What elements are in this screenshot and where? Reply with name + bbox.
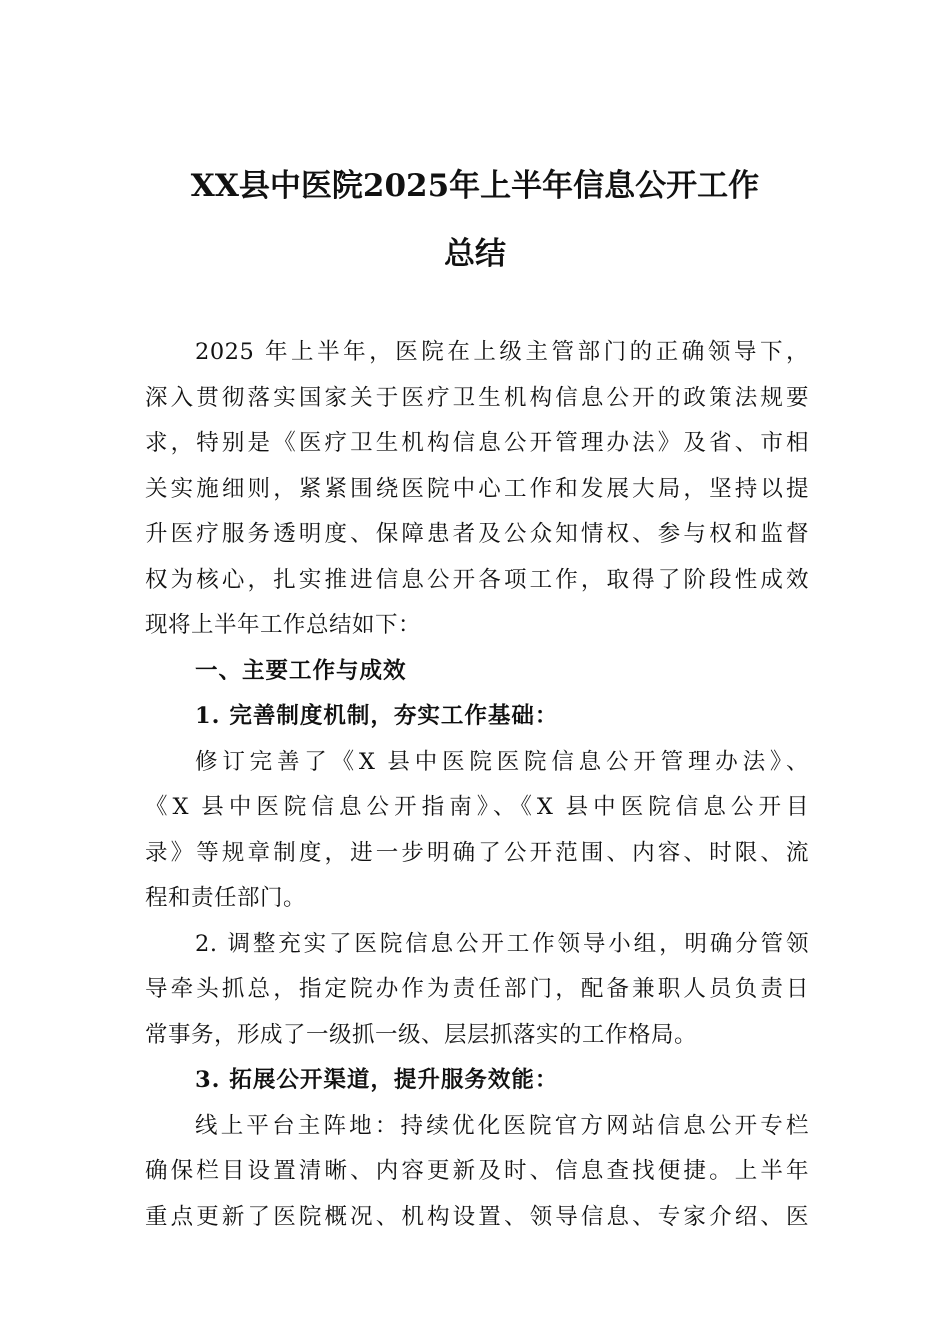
item-1-line: 修订完善了《X 县中医院医院信息公开管理办法》、 xyxy=(195,748,809,775)
document-title-line-1: XX县中医院2025年上半年信息公开工作 xyxy=(190,168,760,204)
item-3-line: 确保栏目设置清晰、内容更新及时、信息查找便捷。上半年 xyxy=(145,1158,809,1184)
intro-line: 关实施细则，紧紧围绕医院中心工作和发展大局，坚持以提 xyxy=(145,475,809,502)
item-1-line: 录》等规章制度，进一步明确了公开范围、内容、时限、流 xyxy=(145,839,809,866)
intro-line: 升医疗服务透明度、保障患者及公众知情权、参与权和监督 xyxy=(145,521,809,547)
intro-line: 求，特别是《医疗卫生机构信息公开管理办法》及省、市相 xyxy=(145,430,809,456)
item-2-line: 2. 调整充实了医院信息公开工作领导小组，明确分管领 xyxy=(195,930,809,957)
item-1-heading: 1. 完善制度机制，夯实工作基础： xyxy=(195,703,559,729)
document-title-line-2: 总结 xyxy=(444,236,506,272)
intro-line: 权为核心，扎实推进信息公开各项工作，取得了阶段性成效 xyxy=(145,566,809,593)
intro-line: 深入贯彻落实国家关于医疗卫生机构信息公开的政策法规要 xyxy=(145,384,809,411)
item-1-line: 程和责任部门。 xyxy=(145,885,307,911)
item-1-line: 《X 县中医院信息公开指南》、《X 县中医院信息公开目 xyxy=(145,794,809,820)
item-3-line: 线上平台主阵地：持续优化医院官方网站信息公开专栏 xyxy=(195,1112,809,1139)
document-body xyxy=(145,330,809,1240)
item-3-line: 重点更新了医院概况、机构设置、领导信息、专家介绍、医 xyxy=(145,1203,809,1230)
intro-line: 2025 年上半年，医院在上级主管部门的正确领导下， xyxy=(195,339,809,365)
item-2-line: 导牵头抓总，指定院办作为责任部门，配备兼职人员负责日 xyxy=(145,976,809,1002)
item-2-line: 常事务，形成了一级抓一级、层层抓落实的工作格局。 xyxy=(145,1021,698,1048)
section-heading: 一、主要工作与成效 xyxy=(195,657,407,684)
item-3-heading: 3. 拓展公开渠道，提升服务效能： xyxy=(195,1067,559,1093)
intro-line: 现将上半年工作总结如下： xyxy=(145,612,422,638)
